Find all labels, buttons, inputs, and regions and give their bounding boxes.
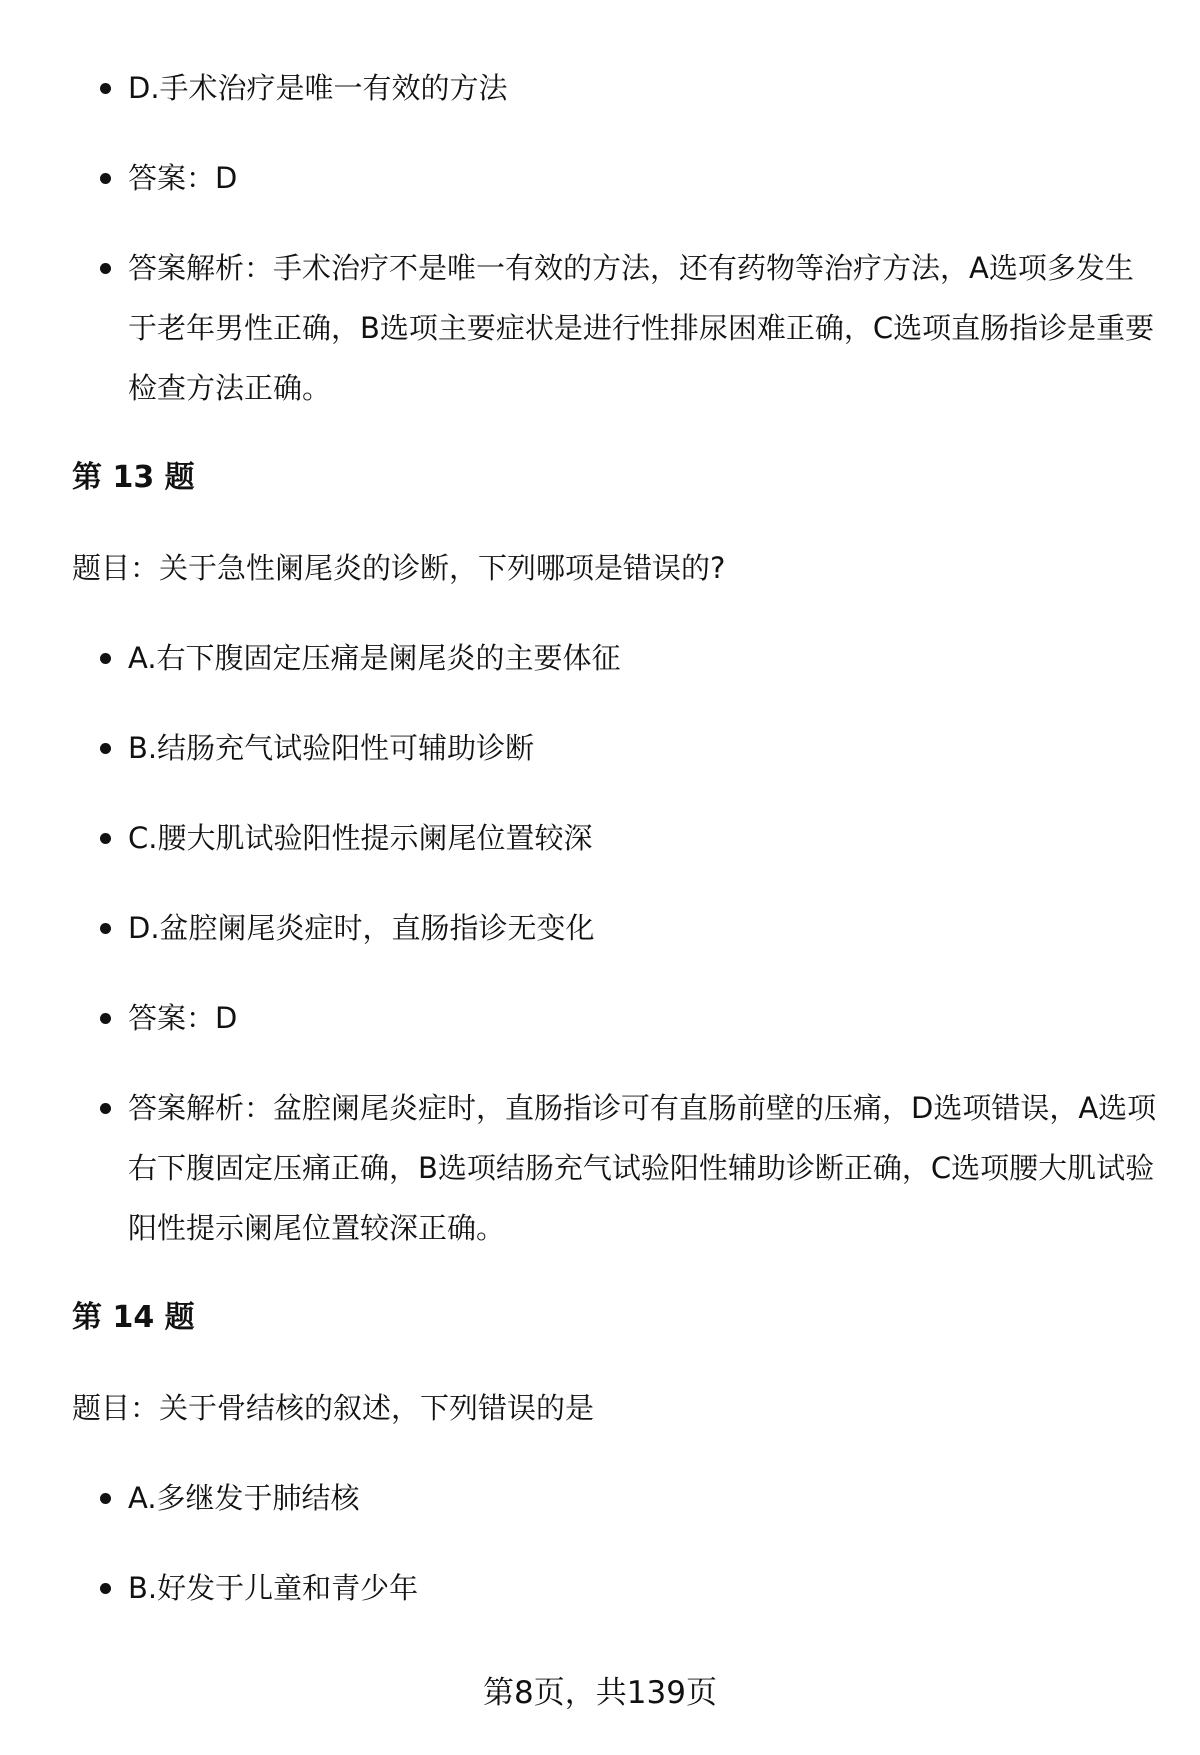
question-14-options <box>72 1468 1162 1618</box>
list-item: A.多继发于肺结核 <box>72 1468 1162 1528</box>
list-item: B.结肠充气试验阳性可辅助诊断 <box>72 718 1162 778</box>
question-13-title: 第 13 题 <box>72 460 195 495</box>
list-item: D.手术治疗是唯一有效的方法 <box>72 58 1162 118</box>
list-item: C.腰大肌试验阳性提示阑尾位置较深 <box>72 808 1162 868</box>
question-13-options <box>72 628 1162 1258</box>
answer-line: 答案：D <box>72 148 1162 208</box>
list-item: D.盆腔阑尾炎症时，直肠指诊无变化 <box>72 898 1162 958</box>
answer-explanation: 答案解析：手术治疗不是唯一有效的方法，还有药物等治疗方法，A选项多发生于老年男性正确，B选项主要症状是进行性排尿困难正确，C选项直肠指诊是重要检查方法正确。 <box>72 238 1162 418</box>
page-content <box>72 58 1162 1648</box>
prev-question-list <box>72 58 1162 418</box>
question-13-stem: 题目：关于急性阑尾炎的诊断，下列哪项是错误的? <box>72 551 726 585</box>
question-14-title: 第 14 题 <box>72 1300 195 1335</box>
answer-explanation: 答案解析：盆腔阑尾炎症时，直肠指诊可有直肠前壁的压痛，D选项错误，A选项右下腹固定压痛正确，B选项结肠充气试验阳性辅助诊断正确，C选项腰大肌试验阳性提示阑尾位置较深正确。 <box>72 1078 1162 1258</box>
answer-line: 答案：D <box>72 988 1162 1048</box>
list-item: A.右下腹固定压痛是阑尾炎的主要体征 <box>72 628 1162 688</box>
page-footer: 第8页，共139页 <box>483 1675 717 1711</box>
list-item: B.好发于儿童和青少年 <box>72 1558 1162 1618</box>
question-14-stem: 题目：关于骨结核的叙述，下列错误的是 <box>72 1391 595 1425</box>
